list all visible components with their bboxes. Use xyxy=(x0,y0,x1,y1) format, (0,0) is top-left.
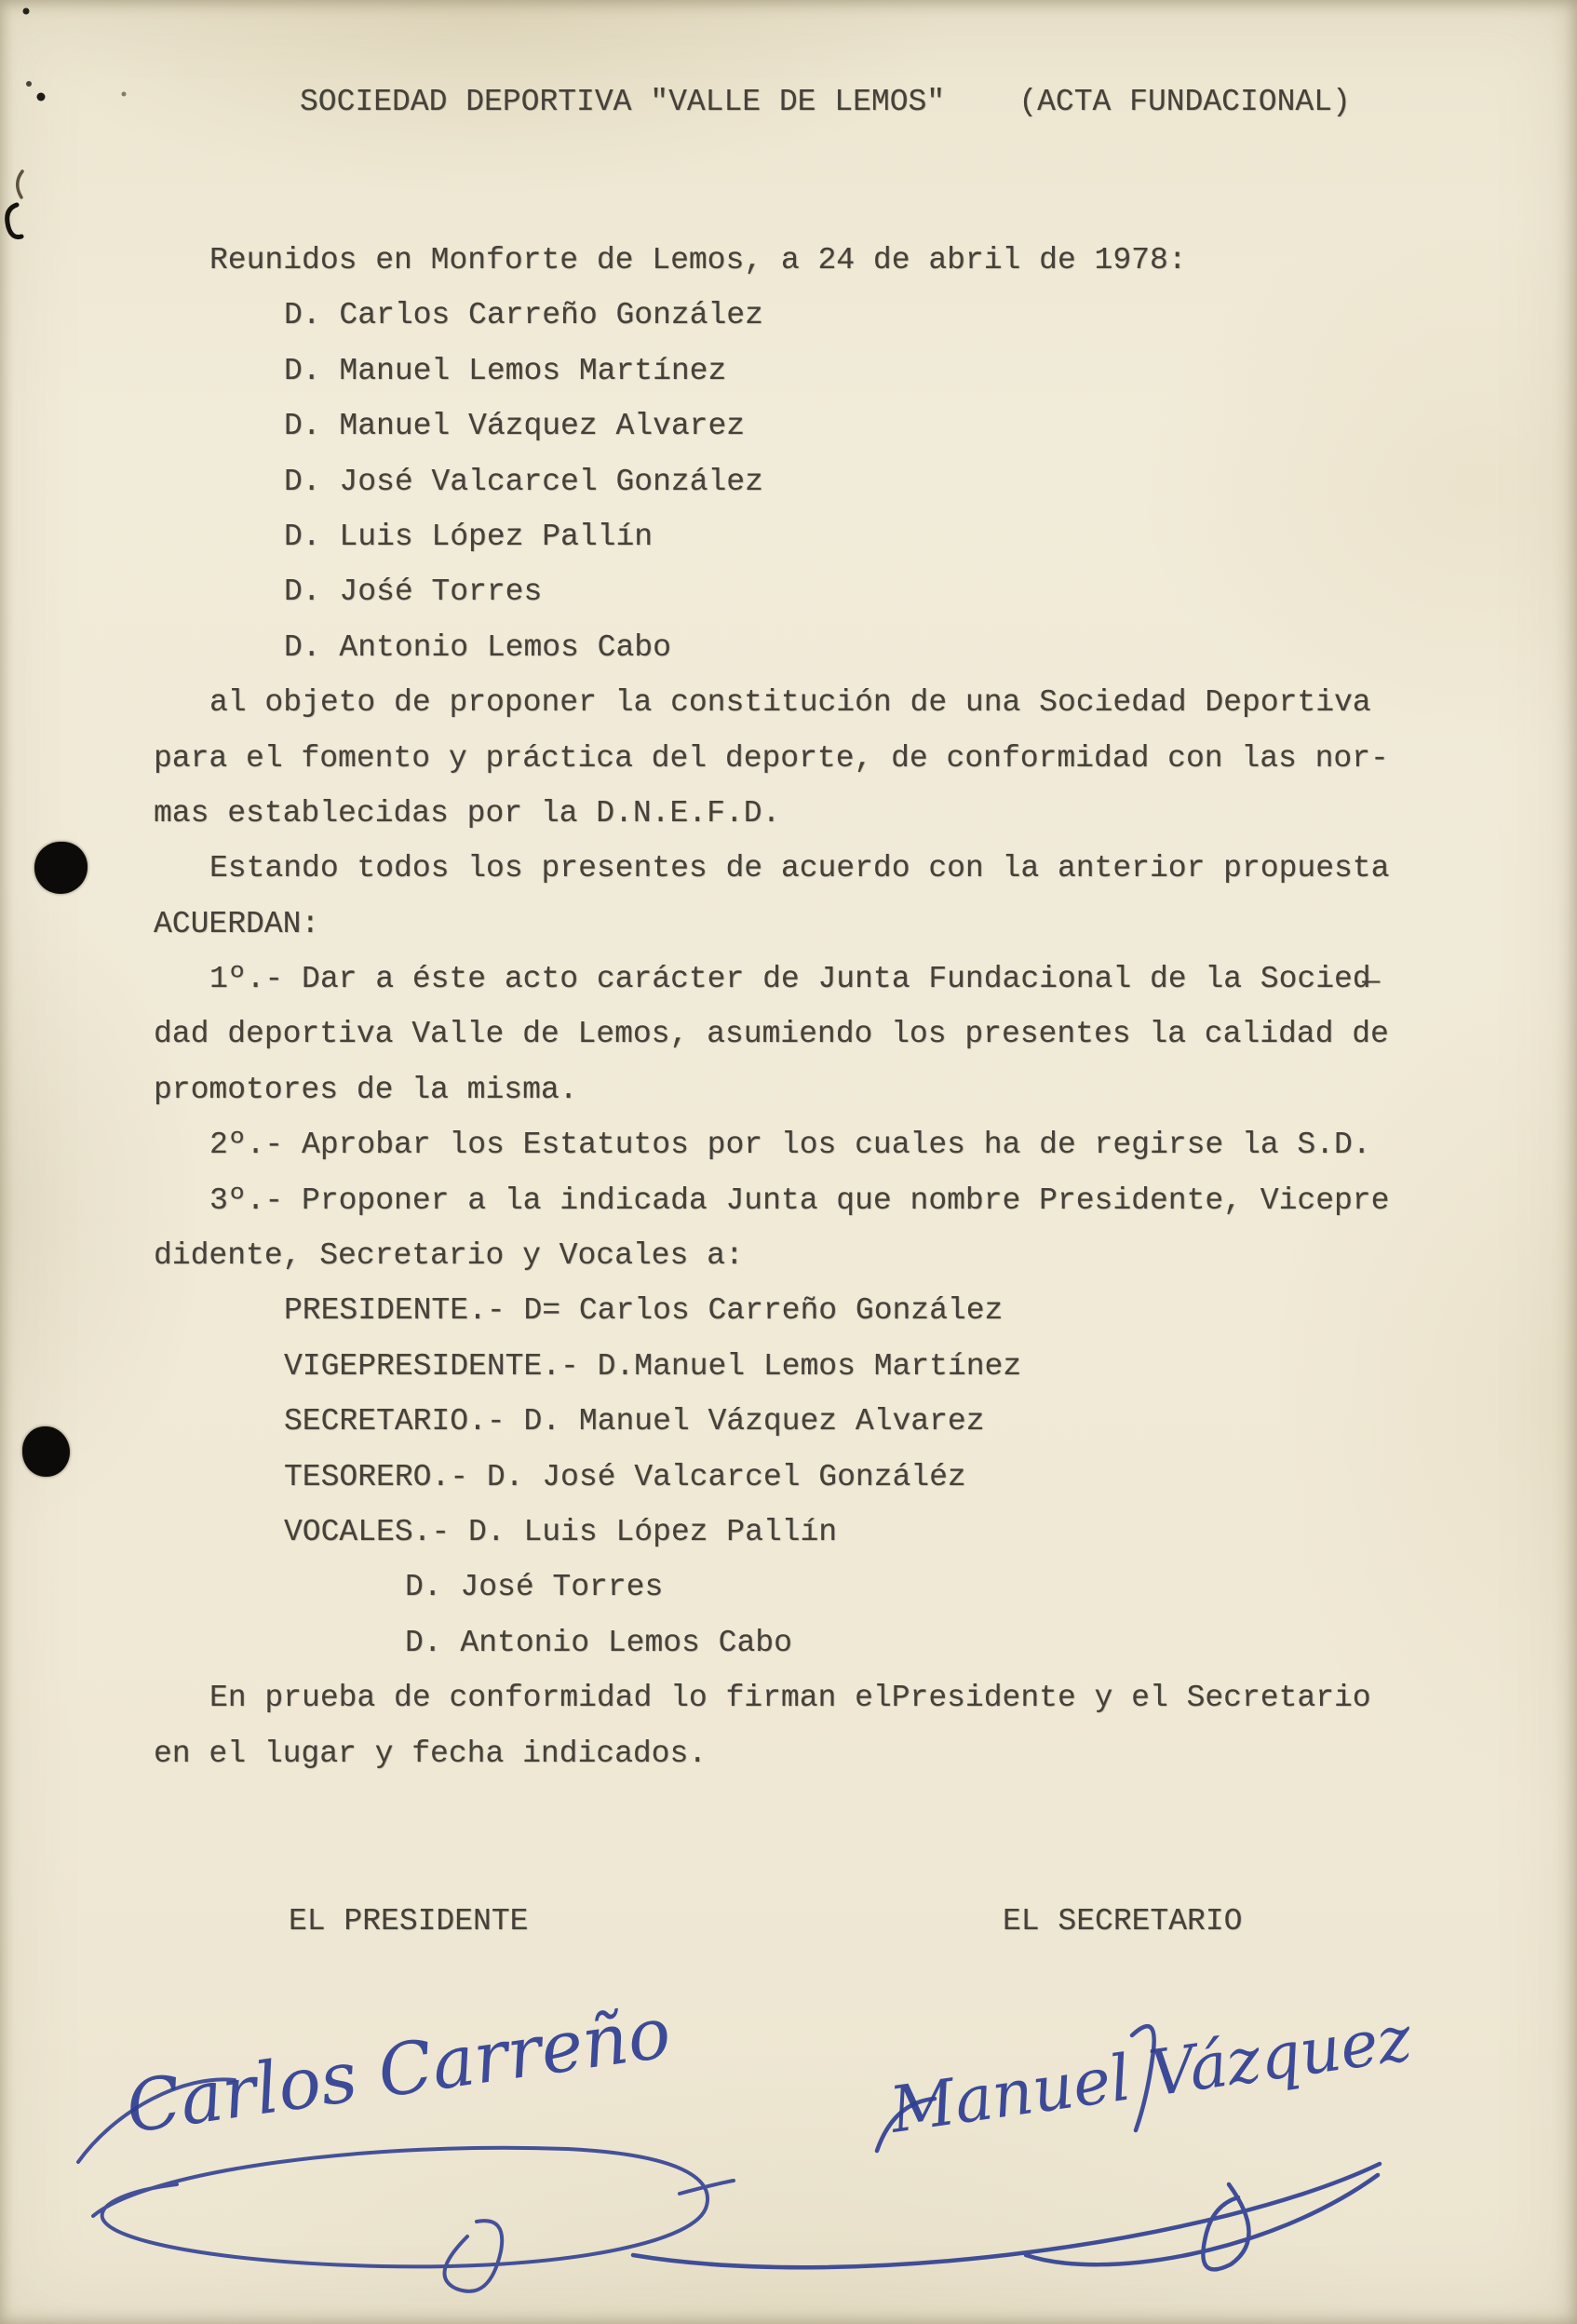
document-line: D. José Valcarcel González xyxy=(284,464,763,499)
hole-punch-bottom xyxy=(22,1426,70,1477)
document-line: dad deportiva Valle de Lemos, asumiendo los presentes la calidad de xyxy=(154,1017,1389,1052)
document-line: Estando todos los presentes de acuerdo con la anterior propuesta xyxy=(209,851,1390,886)
ink-dot xyxy=(23,8,30,15)
document-line: para el fomento y práctica del deporte, de conformidad con las nor- xyxy=(154,740,1389,776)
document-line: Reunidos en Monforte de Lemos, a 24 de abril de 1978: xyxy=(209,243,1187,277)
document-line: D. Antonio Lemos Cabo xyxy=(405,1625,792,1660)
signature-flourish xyxy=(445,2221,503,2291)
signature-flourish xyxy=(1203,2184,1248,2269)
document-line: D. Antonio Lemos Cabo xyxy=(284,629,671,665)
ink-marks xyxy=(0,0,205,279)
document-line: SECRETARIO.- D. Manuel Vázquez Alvarez xyxy=(284,1404,985,1439)
president-signature-text: Carlos Carreño xyxy=(121,1990,676,2149)
ink-squiggle xyxy=(18,171,22,197)
document-line: 3º.- Proponer a la indicada Junta que nombre Presidente, Vicepre xyxy=(209,1182,1390,1218)
document-title: SOCIEDAD DEPORTIVA "VALLE DE LEMOS" (ACTA FUNDACIONAL) xyxy=(300,85,1351,119)
ink-dot xyxy=(26,81,32,87)
document-line: PRESIDENTE.- D= Carlos Carreño González xyxy=(284,1293,1004,1329)
hole-punch-top xyxy=(34,842,88,894)
document-line: VOCALES.- D. Luis López Pallín xyxy=(284,1514,838,1549)
document-line: D. Luis López Pallín xyxy=(284,519,654,554)
document-line: D. Jośé Torres xyxy=(284,574,543,610)
ink-hook xyxy=(7,205,21,237)
secretary-signature-label: EL SECRETARIO xyxy=(1003,1904,1243,1939)
signature-flourish xyxy=(633,2164,1380,2267)
secretary-signature xyxy=(577,1974,1471,2290)
document-line: en el lugar y fecha indicados. xyxy=(154,1736,708,1771)
president-signature-label: EL PRESIDENTE xyxy=(289,1904,529,1939)
document-line: al objeto de proponer la constitución de una Sociedad Deportiva xyxy=(209,685,1371,721)
document-line: 2º.- Aprobar los Estatutos por los cuales ha de regirse la S.D. xyxy=(209,1128,1371,1163)
document-line: TESORERO.- D. José Valcarcel Gonzáléz xyxy=(284,1459,966,1494)
document-line: D. Manuel Lemos Martínez xyxy=(284,353,727,388)
document-body xyxy=(0,233,1577,1781)
secretary-signature-text: Manuel Vázquez xyxy=(885,2002,1416,2148)
ink-dot xyxy=(37,93,46,101)
document-line: mas establecidas por la D.N.E.F.D. xyxy=(154,795,781,831)
document-line: D. Manuel Vázquez Alvarez xyxy=(284,409,746,444)
document-line: ACUERDAN: xyxy=(154,906,320,941)
document-line: D. José Torres xyxy=(405,1570,664,1605)
ink-dot xyxy=(122,92,127,97)
document-line: didente, Secretario y Vocales a: xyxy=(154,1238,744,1274)
document-line: 1º.- Dar a éste acto carácter de Junta Fundacional de la Socied̶ xyxy=(209,962,1371,997)
document-line: VIGEPRESIDENTE.- D.Manuel Lemos Martínez xyxy=(284,1348,1022,1384)
document-line: En prueba de conformidad lo firman elPresidente y el Secretario xyxy=(209,1681,1371,1716)
document-line: D. Carlos Carreño González xyxy=(284,298,763,333)
document-line: promotores de la misma. xyxy=(154,1072,578,1107)
